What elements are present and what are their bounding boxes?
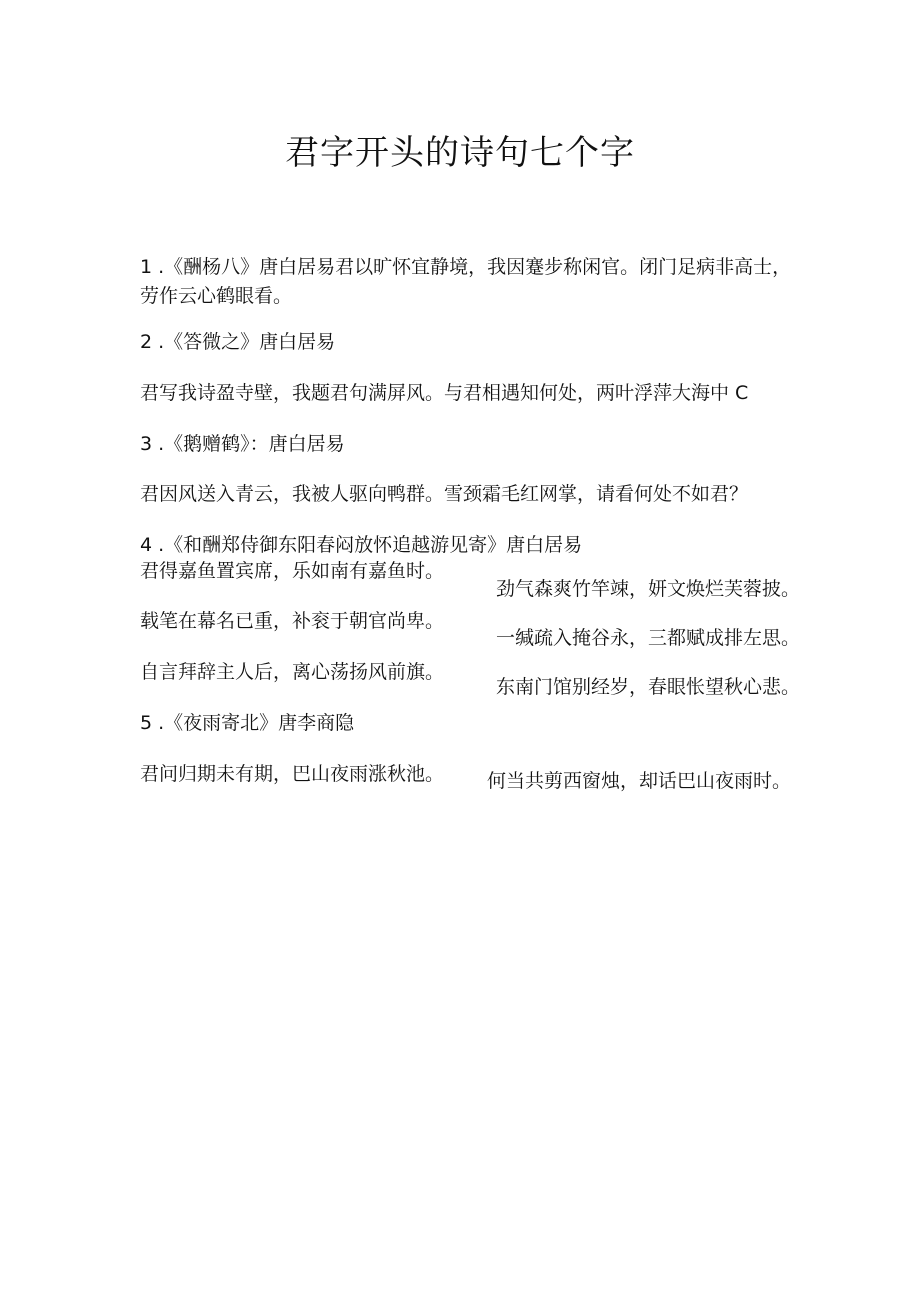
poem-5-left-line: 君问归期未有期，巴山夜雨涨秋池。 <box>140 763 445 785</box>
poem-5-heading: 5 .《夜雨寄北》唐李商隐 <box>140 712 355 734</box>
poem-3-heading: 3 .《鹅赠鹤》：唐白居易 <box>140 433 345 455</box>
poem-4-left-line-1: 君得嘉鱼置宾席，乐如南有嘉鱼时。 <box>140 560 445 582</box>
poem-4-left-line-3: 自言拜辞主人后，离心荡扬风前旗。 <box>140 661 445 683</box>
poem-5-right-line: 何当共剪西窗烛，却话巴山夜雨时。 <box>487 770 792 792</box>
poem-2-heading: 2 .《答微之》唐白居易 <box>140 331 336 353</box>
poem-1-text: 1 .《酬杨八》唐白居易君以旷怀宜静境，我因蹇步称闲官。闭门足病非高士，劳作云心鹤眼看。 <box>140 256 792 307</box>
poem-2-line: 君写我诗盈寺壁，我题君句满屏风。与君相遇知何处，两叶浮萍大海中 C <box>140 382 749 404</box>
poem-4-right-line-1: 劲气森爽竹竿竦，妍文焕烂芙蓉披。 <box>496 578 801 600</box>
poem-4-right-line-3: 东南门馆别经岁，春眼怅望秋心悲。 <box>496 676 801 698</box>
poem-4-left-line-2: 载笔在幕名已重，补衮于朝官尚卑。 <box>140 610 445 632</box>
poem-4-right-line-2: 一缄疏入掩谷永，三都赋成排左思。 <box>496 627 801 649</box>
poem-4-heading: 4 .《和酬郑侍御东阳春闷放怀追越游见寄》唐白居易 <box>140 534 583 556</box>
poem-3-line: 君因风送入青云，我被人驱向鸭群。雪颈霜毛红网掌，请看何处不如君？ <box>140 483 749 505</box>
document-title: 君字开头的诗句七个字 <box>285 133 635 173</box>
